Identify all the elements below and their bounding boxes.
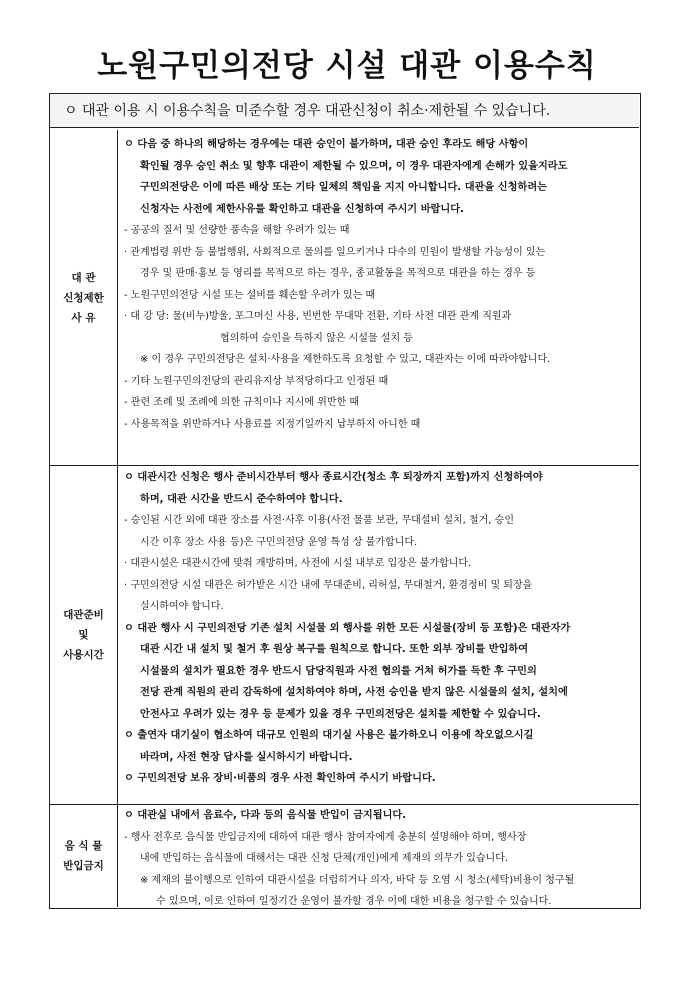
rule-line: 내에 반입하는 음식물에 대해서는 대관 신청 단체(개인)에게 제재의 의무가 있습니다. [140, 853, 509, 864]
rule-line: - 기타 노원구민의전당의 관리유지상 부적당하다고 인정된 때 [124, 375, 389, 387]
section-rental-restriction [120, 134, 637, 435]
category-line: 대관준비 [63, 609, 104, 621]
section-preparation-time [120, 467, 637, 790]
rule-line: · 대관시설은 대관시간에 맞춰 개방하며, 사전에 시설 내부로 입장은 불가합니다. [124, 558, 472, 569]
rule-line: - 노원구민의전당 시설 또는 설비를 훼손할 우려가 있는 때 [124, 289, 376, 301]
rule-line: 대관 시간 내 설치 및 철거 후 원상 복구를 원칙으로 합니다. 또한 외부 장비를 반입하여 [140, 644, 529, 655]
row-divider [50, 465, 639, 466]
rule-line: 신청자는 사전에 제한사유를 확인하고 대관을 신청하여 주시기 바랍니다. [140, 203, 464, 215]
rule-line: - 공공의 질서 및 선량한 풍속을 해할 우려가 있는 때 [124, 225, 350, 236]
notice-banner: ㅇ 대관 이용 시 이용수칙을 미준수할 경우 대관신청이 취소·제한될 수 있습니다. [50, 94, 639, 128]
category-preparation-time [50, 466, 118, 804]
rule-line: 시설물의 설치가 필요한 경우 반드시 담당직원과 사전 협의를 거쳐 허가를 득한 후 구민의 [140, 665, 537, 677]
rule-line: 확인될 경우 승인 취소 및 향후 대관이 제한될 수 있으며, 이 경우 대관자에게 손해가 있을지라도 [140, 160, 568, 172]
rule-line: ㅇ 출연자 대기실이 협소하여 대규모 인원의 대기실 사용은 불가하오니 이용에 착오없으시길 [124, 730, 534, 741]
rule-line: 경우 및 판매·홍보 등 영리를 목적으로 하는 경우, 종교활동을 목적으로 대관을 하는 경우 등 [140, 268, 536, 279]
category-line: 사 유 [71, 311, 96, 324]
rule-line: ㅇ 대관실 내에서 음료수, 다과 등의 음식물 반입이 금지됩니다. [124, 810, 407, 821]
rule-line: ㅇ 다음 중 하나의 해당하는 경우에는 대관 승인이 불가하며, 대관 승인 후라도 해당 사항이 [124, 139, 529, 150]
rule-line: 시간 이후 장소 사용 등)은 구민의전당 운영 특성 상 불가합니다. [140, 536, 418, 548]
rule-line: 구민의전당은 이에 따른 배상 또는 기타 일체의 책임을 지지 아니합니다. 대관을 신청하려는 [140, 182, 548, 193]
category-rental-restriction [50, 130, 118, 465]
rule-line: - 행사 전후로 음식물 반입금지에 대하여 대관 행사 참여자에게 충분히 설명해야 하며, 행사장 [124, 831, 527, 843]
category-line: 사용시간 [63, 649, 104, 661]
rule-line: ㅇ 대관 행사 시 구민의전당 기존 설치 시설물 외 행사를 위한 모든 시설물(장비 등 포함)은 대관자가 [124, 622, 571, 634]
rule-line: - 승인된 시간 외에 대관 장소를 사전·사후 이용(사전 물품 보관, 무대설비 설치, 철거, 승인 [124, 515, 514, 526]
rule-line: - 사용목적을 위반하거나 사용료를 지정기일까지 납부하지 아니한 때 [124, 418, 421, 430]
rule-line: 바라며, 사전 현장 답사를 실시하시기 바랍니다. [140, 751, 353, 763]
rule-line: ㅇ 구민의전당 보유 장비·비품의 경우 사전 확인하여 주시기 바랍니다. [124, 773, 436, 784]
rule-line: ㅇ 대관시간 신청은 행사 준비시간부터 행사 종료시간(청소 후 퇴장까지 포함)까지 신청하여야 [124, 472, 543, 483]
rule-line: · 구민의전당 시설 대관은 허가받은 시간 내에 무대준비, 리허설, 무대철거, 환경정비 및 퇴장을 [124, 579, 533, 591]
rule-line: 실시하여야 합니다. [140, 601, 224, 612]
category-line: 반입금지 [63, 860, 104, 872]
category-line: 대 관 [71, 271, 96, 284]
rule-line: 전당 관계 직원의 관리 감독하에 설치하여야 하며, 사전 승인을 받지 않은 시설물의 설치, 설치에 [140, 687, 568, 698]
rule-line: - 관련 조례 및 조례에 의한 규칙이나 지시에 위반한 때 [124, 397, 360, 408]
category-line: 신청제한 [63, 291, 104, 304]
rule-line: · 관계법령 위반 등 불법행위, 사회적으로 물의를 일으키거나 다수의 민원이 발생할 가능성이 있는 [124, 246, 546, 258]
category-line: 및 [78, 629, 89, 641]
rule-line: 수 있으며, 이로 인하여 일정기간 운영이 불가할 경우 이에 대한 비용을 청구할 수 있습니다. [156, 896, 552, 907]
document-title: 노원구민의전당 시설 대관 이용수칙 [97, 48, 597, 84]
rule-line: ※ 제재의 불이행으로 인하여 대관시설을 더럽히거나 의자, 바닥 등 오염 시 청소(세탁)비용이 청구될 [140, 874, 575, 886]
category-food-ban [50, 805, 118, 907]
rule-line: 협의하여 승인을 득하지 않은 시설물 설치 등 [220, 332, 413, 344]
rule-line: 안전사고 우려가 있는 경우 등 문제가 있을 경우 구민의전당은 설치를 제한할 수 있습니다. [140, 708, 541, 720]
section-food-ban [120, 805, 637, 913]
rule-line: · 대 강 당: 물(비누)방울, 포그머신 사용, 빈번한 무대막 전환, 기타 사전 대관 관계 직원과 [124, 311, 512, 322]
rule-line: 하며, 대관 시간을 반드시 준수하여야 합니다. [140, 493, 343, 505]
rule-line: ※ 이 경우 구민의전당은 설치·사용을 제한하도록 요청할 수 있고, 대관자는 이에 따라야합니다. [140, 354, 551, 365]
category-line: 음 식 물 [64, 840, 103, 852]
rules-table [49, 93, 641, 909]
